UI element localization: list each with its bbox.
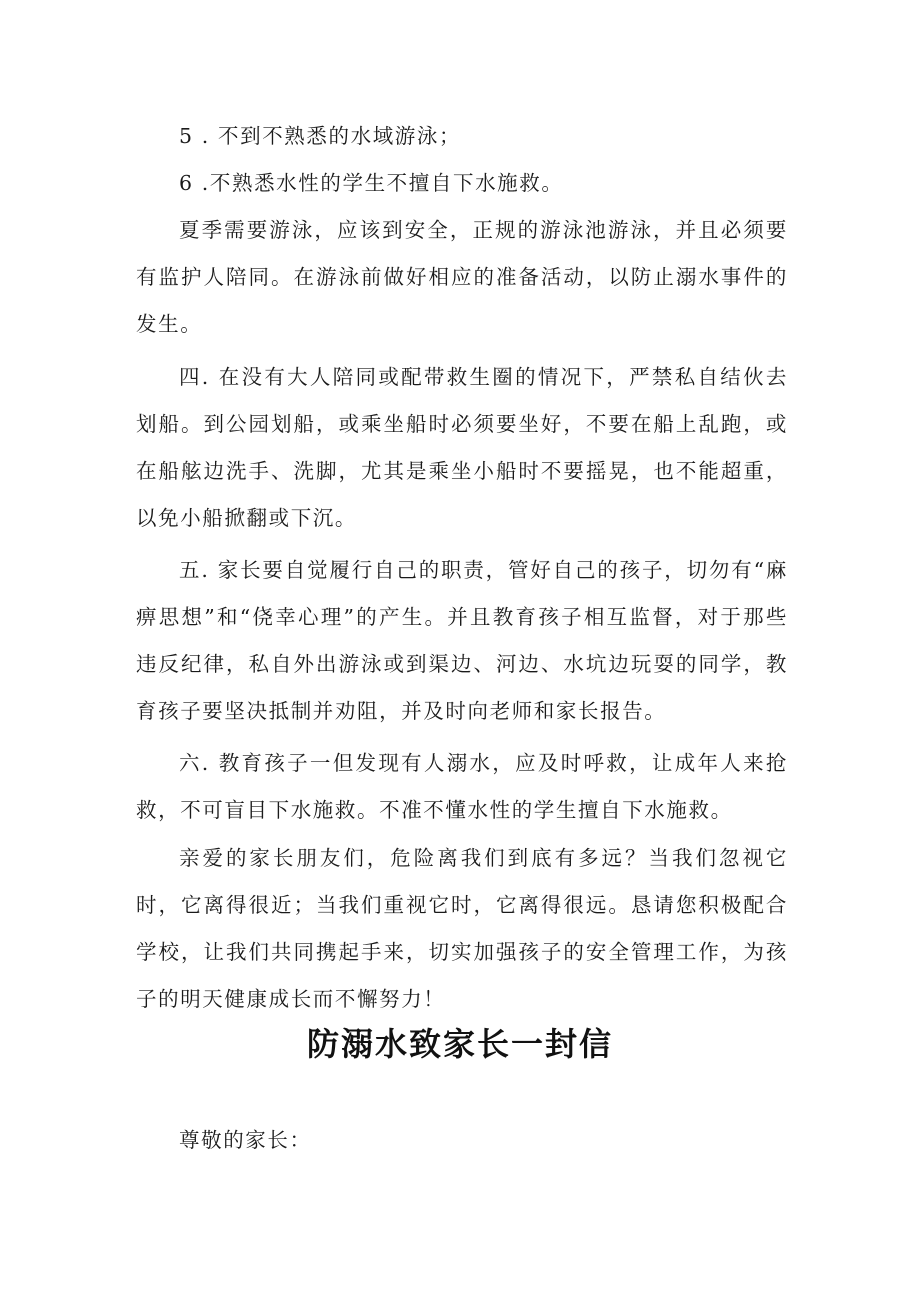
summer-swimming-paragraph: 夏季需要游泳，应该到安全，正规的游泳池游泳，并且必须要有监护人陪同。在游泳前做好相应的准备活动，以防止溺水事件的发生。	[136, 218, 788, 336]
section-four-paragraph: 四. 在没有大人陪同或配带救生圈的情况下，严禁私自结伙去划船。到公园划船，或乘坐船时必须要坐好，不要在船上乱跑，或在船舷边洗手、洗脚，尤其是乘坐小船时不要摇晃，也不能超重，以免小船掀翻或下沉。	[136, 365, 788, 530]
greeting: 尊敬的家长：	[179, 1128, 312, 1152]
closing-paragraph: 亲爱的家长朋友们，危险离我们到底有多远？当我们忽视它时，它离得很近；当我们重视它时，它离得很远。恳请您积极配合学校，让我们共同携起手来，切实加强孩子的安全管理工作，为孩子的明天健康成长而不懈努力！	[136, 846, 788, 1011]
item-6: 6 .不熟悉水性的学生不擅自下水施救。	[179, 171, 564, 195]
item-5: 5 . 不到不熟悉的水域游泳；	[179, 124, 462, 148]
letter-title: 防溺水致家长一封信	[306, 1025, 613, 1063]
section-five-paragraph: 五. 家长要自觉履行自己的职责，管好自己的孩子，切勿有“麻痹思想”和“侥幸心理”的产生。并且教育孩子相互监督，对于那些违反纪律，私自外出游泳或到渠边、河边、水坑边玩耍的同学，教育孩子要坚决抵制并劝阻，并及时向老师和家长报告。	[136, 558, 788, 723]
section-six-paragraph: 六. 教育孩子一但发现有人溺水，应及时呼救，让成年人来抢救，不可盲目下水施救。不准不懂水性的学生擅自下水施救。	[136, 751, 788, 822]
